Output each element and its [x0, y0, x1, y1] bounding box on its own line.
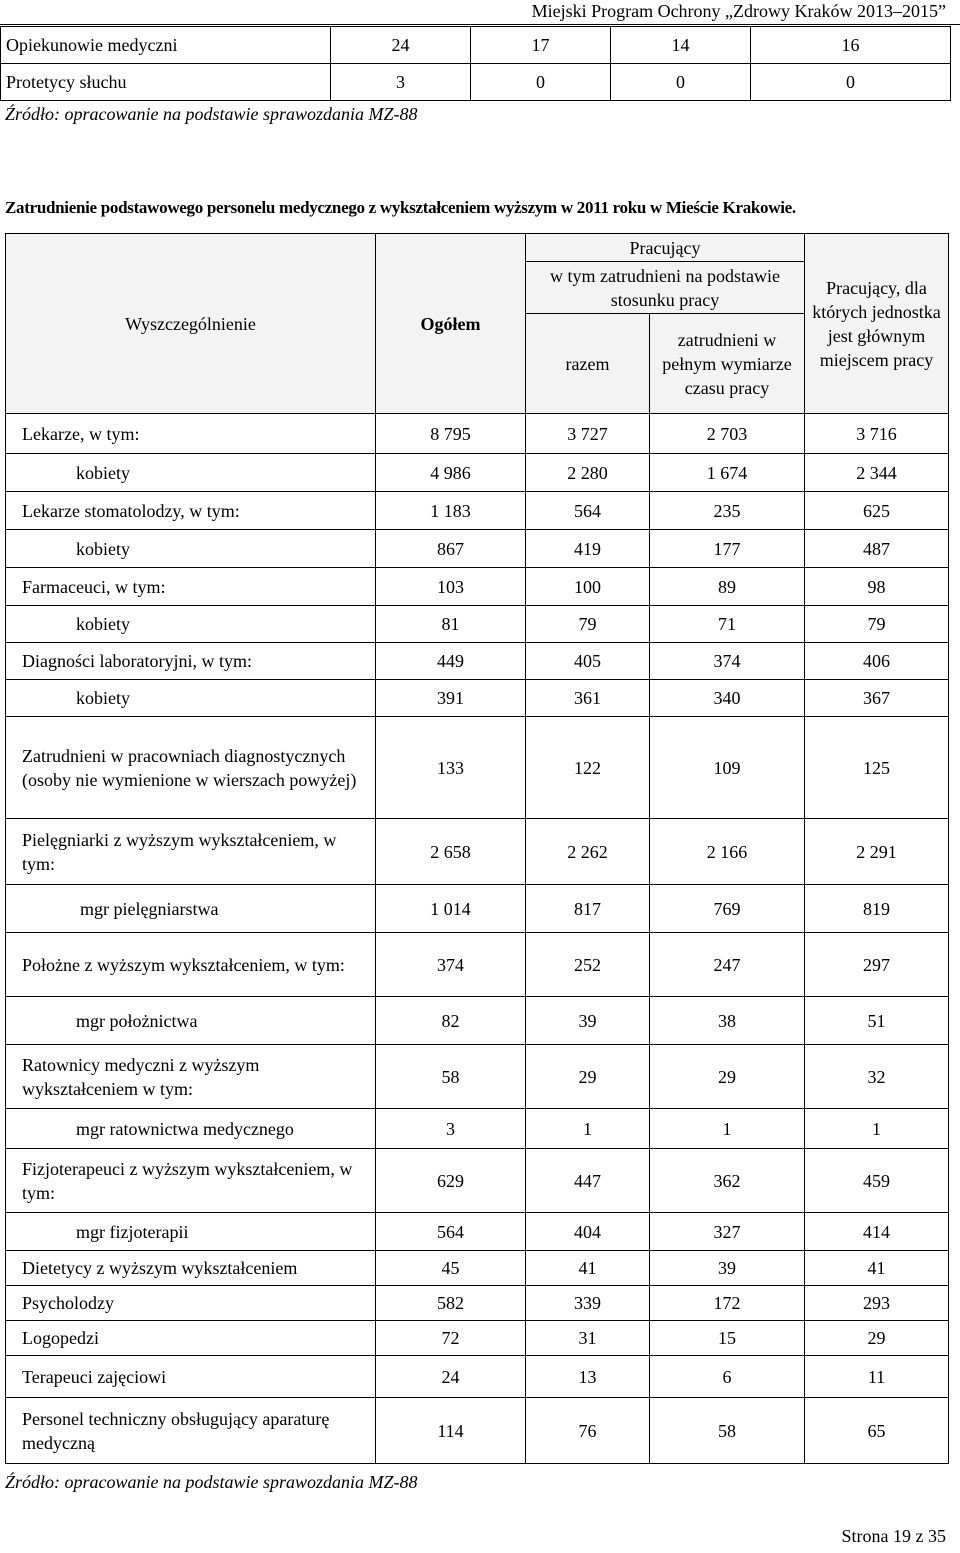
cell-value: 51 [805, 997, 949, 1045]
row-label: Logopedzi [6, 1321, 376, 1356]
cell-value: 8 795 [376, 414, 526, 454]
cell-value: 2 703 [650, 414, 805, 454]
cell-value: 24 [376, 1356, 526, 1398]
cell-value: 17 [471, 27, 611, 64]
row-label: kobiety [6, 454, 376, 492]
cell-value: 6 [650, 1356, 805, 1398]
cell-value: 65 [805, 1398, 949, 1464]
cell-value: 58 [376, 1045, 526, 1109]
cell-value: 16 [751, 27, 951, 64]
row-label: kobiety [6, 606, 376, 643]
cell-value: 3 716 [805, 414, 949, 454]
row-label: Lekarze, w tym: [6, 414, 376, 454]
cell-value: 100 [526, 568, 650, 606]
table-row [6, 717, 949, 819]
table-row [6, 414, 949, 454]
table-row [6, 997, 949, 1045]
row-label: mgr pielęgniarstwa [6, 885, 376, 933]
source-note: Źródło: opracowanie na podstawie sprawozdania MZ-88 [5, 1472, 418, 1492]
cell-value: 339 [526, 1286, 650, 1321]
header-w-tym: w tym zatrudnieni na podstawie stosunku pracy [526, 262, 805, 314]
header-pracujacy: Pracujący [526, 234, 805, 262]
cell-value: 297 [805, 933, 949, 997]
cell-value: 1 [805, 1109, 949, 1149]
page-number: Strona 19 z 35 [841, 1526, 946, 1546]
table-row [6, 454, 949, 492]
cell-value: 2 658 [376, 819, 526, 885]
cell-value: 29 [526, 1045, 650, 1109]
cell-value: 867 [376, 530, 526, 568]
cell-value: 58 [650, 1398, 805, 1464]
row-label: Diagności laboratoryjni, w tym: [6, 643, 376, 680]
cell-value: 1 [526, 1109, 650, 1149]
table-row [6, 885, 949, 933]
table-row [6, 1251, 949, 1286]
table-title: Zatrudnienie podstawowego personelu medycznego z wykształceniem wyższym w 2011 roku w Mieście Krakowie. [5, 198, 796, 217]
cell-value: 235 [650, 492, 805, 530]
header-wyszczegolnienie: Wyszczególnienie [6, 234, 376, 414]
cell-value: 172 [650, 1286, 805, 1321]
cell-value: 340 [650, 680, 805, 717]
cell-value: 29 [805, 1321, 949, 1356]
cell-value: 391 [376, 680, 526, 717]
cell-value: 447 [526, 1149, 650, 1213]
table-row [6, 1045, 949, 1109]
cell-value: 2 280 [526, 454, 650, 492]
row-label: Psycholodzy [6, 1286, 376, 1321]
header-row [6, 234, 949, 262]
cell-value: 29 [650, 1045, 805, 1109]
cell-value: 0 [751, 64, 951, 101]
table-row [6, 819, 949, 885]
cell-value: 14 [611, 27, 751, 64]
cell-value: 38 [650, 997, 805, 1045]
row-label: Położne z wyższym wykształceniem, w tym: [6, 933, 376, 997]
cell-value: 327 [650, 1213, 805, 1251]
cell-value: 31 [526, 1321, 650, 1356]
cell-value: 769 [650, 885, 805, 933]
cell-value: 3 [331, 64, 471, 101]
table-row [6, 568, 949, 606]
cell-value: 81 [376, 606, 526, 643]
cell-value: 72 [376, 1321, 526, 1356]
cell-value: 361 [526, 680, 650, 717]
cell-value: 625 [805, 492, 949, 530]
cell-value: 817 [526, 885, 650, 933]
cell-value: 459 [805, 1149, 949, 1213]
cell-value: 13 [526, 1356, 650, 1398]
row-label: Farmaceuci, w tym: [6, 568, 376, 606]
table-row [6, 1356, 949, 1398]
header-rule [0, 24, 960, 25]
cell-value: 39 [526, 997, 650, 1045]
cell-value: 374 [650, 643, 805, 680]
table-row [1, 64, 951, 101]
cell-value: 89 [650, 568, 805, 606]
cell-value: 0 [611, 64, 751, 101]
cell-value: 2 166 [650, 819, 805, 885]
table-row [6, 680, 949, 717]
cell-value: 3 727 [526, 414, 650, 454]
row-label: Zatrudnieni w pracowniach diagnostycznych (osoby nie wymienione w wierszach powyżej) [6, 717, 376, 819]
row-label: Personel techniczny obsługujący aparaturę medyczną [6, 1398, 376, 1464]
cell-value: 252 [526, 933, 650, 997]
cell-value: 247 [650, 933, 805, 997]
table-row [1, 27, 951, 64]
cell-value: 39 [650, 1251, 805, 1286]
row-label: Terapeuci zajęciowi [6, 1356, 376, 1398]
row-label: Fizjoterapeuci z wyższym wykształceniem, w tym: [6, 1149, 376, 1213]
cell-value: 293 [805, 1286, 949, 1321]
cell-value: 629 [376, 1149, 526, 1213]
cell-value: 125 [805, 717, 949, 819]
header-razem: razem [526, 314, 650, 414]
cell-value: 103 [376, 568, 526, 606]
table-row [6, 1213, 949, 1251]
row-label: mgr położnictwa [6, 997, 376, 1045]
table-row [6, 606, 949, 643]
cell-value: 405 [526, 643, 650, 680]
row-label: mgr ratownictwa medycznego [6, 1109, 376, 1149]
cell-value: 419 [526, 530, 650, 568]
cell-value: 11 [805, 1356, 949, 1398]
cell-value: 1 [650, 1109, 805, 1149]
cell-value: 114 [376, 1398, 526, 1464]
row-label: mgr fizjoterapii [6, 1213, 376, 1251]
table-row [6, 1321, 949, 1356]
row-label: Ratownicy medyczni z wyższym wykształceniem w tym: [6, 1045, 376, 1109]
header-glowne-miejsce: Pracujący, dla których jednostka jest głównym miejscem pracy [805, 234, 949, 414]
cell-value: 71 [650, 606, 805, 643]
header-ogolem: Ogółem [376, 234, 526, 414]
cell-value: 177 [650, 530, 805, 568]
cell-value: 414 [805, 1213, 949, 1251]
cell-value: 582 [376, 1286, 526, 1321]
table-row [6, 933, 949, 997]
source-note: Źródło: opracowanie na podstawie sprawozdania MZ-88 [5, 104, 418, 124]
table-row [6, 492, 949, 530]
cell-value: 367 [805, 680, 949, 717]
running-header: Miejski Program Ochrony „Zdrowy Kraków 2013–2015” [531, 1, 946, 21]
cell-value: 3 [376, 1109, 526, 1149]
table-row [6, 1398, 949, 1464]
cell-value: 122 [526, 717, 650, 819]
top-table [0, 26, 951, 101]
cell-value: 0 [471, 64, 611, 101]
row-label: Opiekunowie medyczni [1, 27, 331, 64]
row-label: Lekarze stomatolodzy, w tym: [6, 492, 376, 530]
cell-value: 79 [805, 606, 949, 643]
cell-value: 133 [376, 717, 526, 819]
cell-value: 98 [805, 568, 949, 606]
cell-value: 45 [376, 1251, 526, 1286]
row-label: kobiety [6, 680, 376, 717]
table-row [6, 643, 949, 680]
table-row [6, 530, 949, 568]
row-label: kobiety [6, 530, 376, 568]
cell-value: 406 [805, 643, 949, 680]
cell-value: 82 [376, 997, 526, 1045]
cell-value: 2 262 [526, 819, 650, 885]
row-label: Dietetycy z wyższym wykształceniem [6, 1251, 376, 1286]
row-label: Pielęgniarki z wyższym wykształceniem, w tym: [6, 819, 376, 885]
main-table [5, 233, 949, 1464]
cell-value: 1 183 [376, 492, 526, 530]
cell-value: 2 344 [805, 454, 949, 492]
cell-value: 76 [526, 1398, 650, 1464]
cell-value: 819 [805, 885, 949, 933]
table-row [6, 1286, 949, 1321]
cell-value: 24 [331, 27, 471, 64]
header-pelny-wymiar: zatrudnieni w pełnym wymiarze czasu pracy [650, 314, 805, 414]
cell-value: 15 [650, 1321, 805, 1356]
cell-value: 32 [805, 1045, 949, 1109]
cell-value: 374 [376, 933, 526, 997]
cell-value: 1 014 [376, 885, 526, 933]
cell-value: 4 986 [376, 454, 526, 492]
cell-value: 109 [650, 717, 805, 819]
cell-value: 487 [805, 530, 949, 568]
cell-value: 41 [805, 1251, 949, 1286]
cell-value: 564 [376, 1213, 526, 1251]
cell-value: 2 291 [805, 819, 949, 885]
cell-value: 79 [526, 606, 650, 643]
cell-value: 449 [376, 643, 526, 680]
row-label: Protetycy słuchu [1, 64, 331, 101]
table-row [6, 1109, 949, 1149]
cell-value: 41 [526, 1251, 650, 1286]
table-row [6, 1149, 949, 1213]
cell-value: 404 [526, 1213, 650, 1251]
cell-value: 564 [526, 492, 650, 530]
cell-value: 1 674 [650, 454, 805, 492]
cell-value: 362 [650, 1149, 805, 1213]
